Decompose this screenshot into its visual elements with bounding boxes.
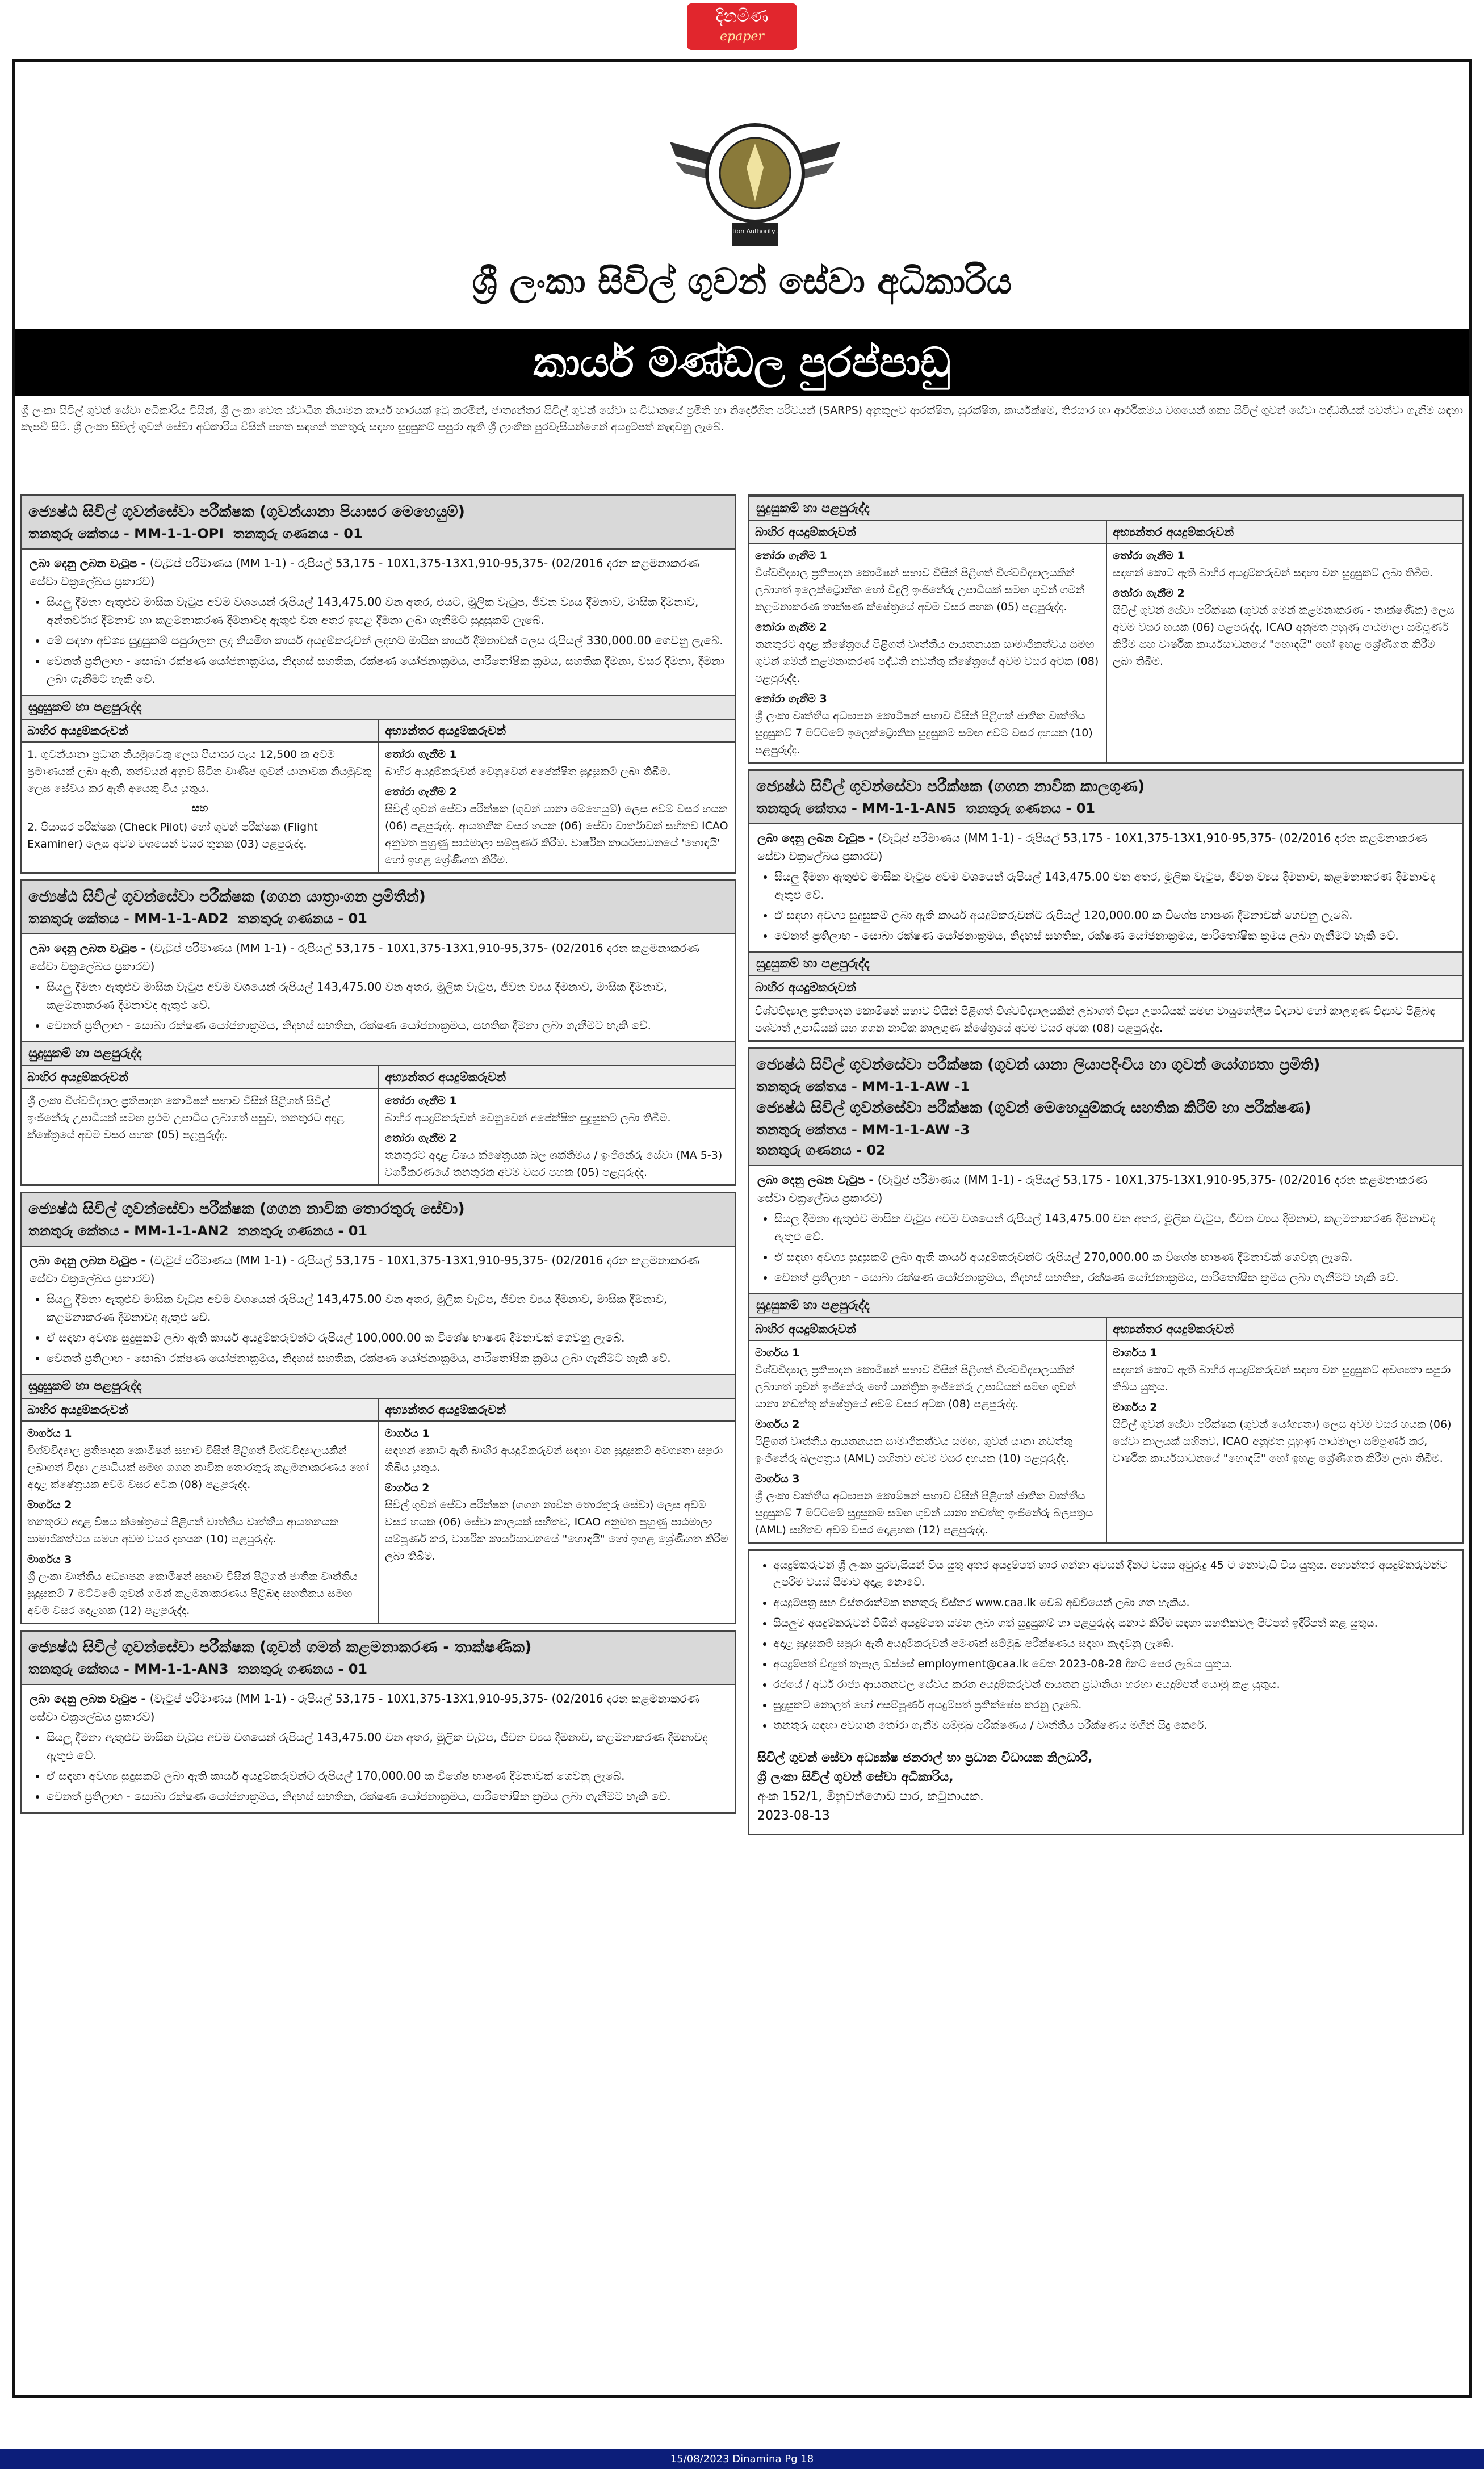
benefit-item: • වෙනත් ප්‍රතිලාභ - සොබා රක්ෂණ යෝජනාක්‍රමය, නිදහස් සහතික, රක්ෂණ යෝජනාක්‍රමය, පාරිතෝෂික ක්‍රමය ලබා ගැනීමට හැකි වේ. [47, 1787, 727, 1805]
internal-applicants-cell [378, 1399, 735, 1623]
post-code: MM-1-1-AW -3 [862, 1122, 970, 1138]
post-header [749, 1049, 1462, 1166]
external-text: ශ්‍රී ලංකා විශ්වවිද්‍යාල ප්‍රතිපාදන කොමිෂන් සභාව විසින් පිළිගත් සිවිල් ඉංජිනේරු උපාධියක් සමඟ ප්‍රථම උපාධිය ලබාගත් පසුව, තනතුරට අදාළ ක්ෂේත්‍රයේ අවම වසර පහක (05) පළපුරුද්ද. [27, 1095, 345, 1141]
qualifications-grid [22, 1066, 735, 1184]
post-count: 01 [348, 1223, 368, 1239]
route-text: පිළිගත් වෘත්තීය ආයතනයක සාමාජිකත්වය සමඟ, ගුවන් යානා නඩත්තු ඉංජිනේරු බලපත්‍රය (AML) සහිතව අවම වසර දහයක (10) පළපුරුද්ද. [755, 1435, 1073, 1465]
route-text: සඳහන් කොට ඇති බාහිර අයදුම්කරුවන් සඳහා වන සුදුසුකම් අවශ්‍යතා සපුරා තිබිය යුතුය. [385, 1444, 723, 1474]
option-heading: තෝරා ගැනීම 1 [385, 1095, 457, 1107]
option-text: බාහිර අයදුම්කරුවන් වෙනුවෙන් අපේක්ෂිත සුදුසුකම් ලබා තිබීම. [385, 765, 671, 778]
post-code: MM-1-1-AN5 [862, 800, 957, 816]
external-applicants-cell [22, 720, 378, 872]
salary-line [757, 829, 1454, 865]
post-title-a: ජ්‍යෙෂ්ඨ සිවිල් ගුවන්සේවා පරීක්ෂක (ගුවන් යානා ලියාපදිංචිය හා ගුවන් යෝග්‍යතා ප්‍රමිති) [756, 1056, 1320, 1074]
salary-line [757, 1171, 1454, 1207]
route-heading: මාර්ගය 3 [755, 1473, 800, 1485]
route-heading: මාර්ගය 1 [385, 1427, 430, 1440]
logo-main-text: දිනමිණ [715, 6, 769, 26]
salary-text: (වැටුප් පරිමාණය (MM 1-1) - රුපියල් 53,175 - 10X1,375-13X1,910-95,375- (02/2016 දරන කළමනාකරණ සේවා චක්‍රලේඛය ප්‍රකාරව) [757, 1173, 1427, 1205]
option-text: ශ්‍රී ලංකා වෘත්තීය අධ්‍යාපන කොමිෂන් සභාව විසින් පිළිගත් ජාතික වෘත්තීය සුදුසුකම් 7 මට්ටමේ ඉලෙක්ට්‍රොනික සුදුසුකම සමඟ අවම වසර දහයක (10) පළපුරුද්ද. [755, 710, 1093, 756]
benefit-item: • වෙනත් ප්‍රතිලාභ - සොබා රක්ෂණ යෝජනාක්‍රමය, නිදහස් සහතික, රක්ෂණ යෝජනාක්‍රමය, සහතික දීමනා ලබා ගැනීමට හැකි වේ. [47, 1016, 727, 1034]
benefit-item: • සියලු දීමනා ඇතුළුව මාසික වැටුප අවම වශයෙන් රුපියල් 143,475.00 වන අතර, මූලික වැටුප, ජීවන ව්‍යය දීමනාව, කළමනාකරණ දීමනාවද ඇතුළු වේ. [47, 1728, 727, 1764]
post-count-line [756, 1140, 1456, 1160]
option-heading: තෝරා ගැනීම 1 [1113, 550, 1185, 562]
code-label: තනතුරු කේතය - [756, 1079, 862, 1095]
general-conditions-block [748, 1549, 1464, 1835]
post-title: ජ්‍යෙෂ්ඨ සිවිල් ගුවන්සේවා පරීක්ෂක (ගගන නාවික කාලගුණ) [756, 778, 1145, 795]
vacancies-banner: කාර්ය මණ්ඩල පුරප්පාඩු [15, 329, 1469, 396]
signoff-address: අංක 152/1, මිනුවන්ගොඩ පාර, කටුනායක. [757, 1789, 984, 1804]
qualifications-title: සුදුසුකම් හා පළපුරුද්ද [749, 496, 1462, 521]
external-applicants-cell [22, 1399, 378, 1623]
qualifications-grid [749, 521, 1462, 762]
route-text: ශ්‍රී ලංකා වෘත්තීය අධ්‍යාපන කොමිෂන් සභාව විසින් පිළිගත් ජාතික වෘත්තීය සුදුසුකම් 7 මට්ටමේ ගුවන් ගමන් කළමනාකරණය පිළිබඳ සහතිකය සමඟ අවම වසර දොළහක (12) පළපුරුද්ද. [27, 1570, 358, 1617]
signoff-role: සිවිල් ගුවන් සේවා අධ්‍යක්ෂ ජනරාල් හා ප්‍රධාන විධායක නිලධාරී, [757, 1751, 1093, 1765]
external-applicants-cell [749, 521, 1106, 762]
count-label: තනතුරු ගණනය - [966, 800, 1076, 816]
general-conditions [749, 1551, 1462, 1743]
benefits-list [30, 1728, 727, 1805]
post-block-an2 [20, 1192, 736, 1624]
count-label: තනතුරු ගණනය - [238, 1661, 349, 1677]
external-heading: බාහිර අයදුම්කරුවන් [749, 976, 1462, 999]
benefit-item: • ඒ සඳහා අවශ්‍ය සුදුසුකම් ලබා ඇති කාර්ය අයදුම්කරුවන්ට රුපියල් 120,000.00 ක විශේෂ භාෂණ දීමනාවක් ගෙවනු ලැබේ. [774, 906, 1454, 924]
benefit-item: • සියලු දීමනා ඇතුළුව මාසික වැටුප අවම වශයෙන් රුපියල් 143,475.00 වන අතර, මූලික වැටුප, ජීවන ව්‍යය දීමනාව, කළමනාකරණ දීමනාවද ඇතුළු වේ. [774, 867, 1454, 904]
post-count: 02 [866, 1142, 886, 1158]
post-code: MM-1-1-OPI [134, 526, 224, 542]
benefits-list [757, 867, 1454, 945]
qualifications-grid [22, 720, 735, 872]
benefit-item: • ඒ සඳහා අවශ්‍ය සුදුසුකම් ලබා ඇති කාර්ය අයදුම්කරුවන්ට රුපියල් 100,000.00 ක විශේෂ භාෂණ දීමනාවක් ගෙවනු ලැබේ. [47, 1328, 727, 1347]
post-block-aw [748, 1047, 1464, 1544]
benefit-item: • වෙනත් ප්‍රතිලාභ - සොබා රක්ෂණ යෝජනාක්‍රමය, නිදහස් සහතික, රක්ෂණ යෝජනාක්‍රමය, පාරිතෝෂික ක්‍රමය ලබා ගැනීමට හැකි වේ. [774, 1268, 1454, 1286]
signoff [749, 1743, 1462, 1834]
post-salary-section [749, 824, 1462, 951]
external-text-1: 1. ගුවන්යානා ප්‍රධාන නියමුවෙකු ලෙස පියාසර පැය 12,500 ක අවම ප්‍රමාණයක් ලබා ඇති, තත්වයන් අනුව සිටින වාණිජ ගුවන් යානාවක නියමුවකු ලෙස සේවය කර ඇති අයෙකු විය යුතුය. [27, 748, 372, 795]
post-block-ad2 [20, 879, 736, 1186]
option-text: සිවිල් ගුවන් සේවා පරීක්ෂක (ගුවන් ගමන් කළමනාකරණ - තාක්ෂණික) ලෙස අවම වසර හයක (06) පළපුරුද්ද, ICAO අනුමත පුහුණු පාඨමාලා සම්පූර්ණ කිරීම සහ වාර්ෂික කාර්යසාධනයේ "හොඳයි" හෝ ඉහළ ශ්‍රේණිගත කිරීම ලබා තිබීම. [1113, 604, 1454, 668]
benefit-item: • සියලු දීමනා ඇතුළුව මාසික වැටුප අවම වශයෙන් රුපියල් 143,475.00 වන අතර, මූලික වැටුප, ජීවන ව්‍යය දීමනාව, මාසික දීමනාව, කළමනාකරණ දීමනාවද ඇතුළු වේ. [47, 1290, 727, 1326]
route-text: තනතුරට අදාළ විෂය ක්ෂේත්‍රයේ පිළිගත් වෘත්තීය වෘත්තීය ආයතනයක සාමාජිකත්වය සමඟ අවම වසර දහයක (10) පළපුරුද්ද. [27, 1516, 339, 1545]
count-label: තනතුරු ගණනය - [233, 526, 344, 542]
condition-item: • අදාළ සුදුසුකම් සපුරා ඇති අයදුම්කරුවන් පමණක් සම්මුඛ පරීක්ෂණය සඳහා කැඳවනු ලැබේ. [773, 1635, 1454, 1652]
benefit-item: • ඒ සඳහා අවශ්‍ය සුදුසුකම් ලබා ඇති කාර්ය අයදුම්කරුවන්ට රුපියල් 170,000.00 ක විශේෂ භාෂණ දීමනාවක් ගෙවනු ලැබේ. [47, 1767, 727, 1785]
route-heading: මාර්ගය 3 [27, 1553, 72, 1566]
benefit-item: • වෙනත් ප්‍රතිලාභ - සොබා රක්ෂණ යෝජනාක්‍රමය, නිදහස් සහතික, රක්ෂණ යෝජනාක්‍රමය, පාරිතෝෂික ක්‍රමය ලබා ගැනීමට හැකි වේ. [774, 927, 1454, 945]
condition-item: • රජයේ / අර්ධ රාජ්‍ය ආයතනවල සේවය කරන අයදුම්කරුවන් ආයතන ප්‍රධානියා හරහා අයදුම්පත් යොමු කළ යුතුය. [773, 1676, 1454, 1693]
salary-label: ලබා දෙනු ලබන වැටුප - [757, 1173, 878, 1187]
option-heading: තෝරා ගැනීම 1 [385, 748, 457, 761]
post-block-an5 [748, 769, 1464, 1042]
organization-name: ශ්‍රී ලංකා සිවිල් ගුවන් සේවා අධිකාරිය [472, 261, 1012, 302]
route-heading: මාර්ගය 1 [27, 1427, 72, 1440]
option-text: බාහිර අයදුම්කරුවන් වෙනුවෙන් අපේක්ෂිත සුදුසුකම් ලබා තිබීම. [385, 1112, 671, 1124]
and-separator: සහ [191, 802, 208, 814]
caa-crest-icon [664, 88, 846, 258]
route-heading: මාර්ගය 2 [27, 1499, 72, 1511]
route-text: ශ්‍රී ලංකා වෘත්තීය අධ්‍යාපන කොමිෂන් සභාව විසින් පිළිගත් ජාතික වෘත්තීය සුදුසුකම් 7 මට්ටමේ සුදුසුකම සමඟ ගුවන් යානා නඩත්තු ඉංජිනේරු බලපත්‍රය (AML) සහිතව අවම වසර දොළහක (12) පළපුරුද්ද. [755, 1490, 1093, 1536]
internal-applicants-cell [378, 1066, 735, 1184]
option-text: විශ්වවිද්‍යාල ප්‍රතිපාදන කොමිෂන් සභාව විසින් පිළිගත් විශ්වවිද්‍යාලයකින් ලබාගත් ඉලෙක්ට්‍රොනික හෝ විදුලි ඉංජිනේරු උපාධියක් සමඟ ගුවන් ගමන් කළමනාකරණ තාක්ෂණ ක්ෂේත්‍රයේ අවම වසර පහක (05) පළපුරුද්ද. [755, 567, 1085, 613]
qualifications-title: සුදුසුකම් හා පළපුරුද්ද [22, 1041, 735, 1066]
epaper-topbar [0, 0, 1484, 54]
qualifications-title: සුදුසුකම් හා පළපුරුද්ද [22, 695, 735, 720]
benefit-item: • සියලු දීමනා ඇතුළුව මාසික වැටුප අවම වශයෙන් රුපියල් 143,475.00 වන අතර, මූලික වැටුප, ජීවන ව්‍යය දීමනාව, කළමනාකරණ දීමනාවද ඇතුළු වේ. [774, 1209, 1454, 1246]
post-header [22, 1632, 735, 1685]
post-salary-section [22, 1685, 735, 1812]
benefit-item: • වෙනත් ප්‍රතිලාභ - සොබා රක්ෂණ යෝජනාක්‍රමය, නිදහස් සහතික, රක්ෂණ යෝජනාක්‍රමය, පාරිතෝෂික ක්‍රමය, සහතික දීමනා, වසර දීමනා, දීමනා ලබා ගැනීමට හැකි වේ. [47, 652, 727, 688]
qualifications-grid [749, 1318, 1462, 1542]
route-heading: මාර්ගය 2 [385, 1482, 430, 1494]
internal-applicants-cell [378, 720, 735, 872]
post-header [22, 496, 735, 550]
salary-text: (වැටුප් පරිමාණය (MM 1-1) - රුපියල් 53,175 - 10X1,375-13X1,910-95,375- (02/2016 දරන කළමනාකරණ සේවා චක්‍රලේඛය ප්‍රකාරව) [757, 831, 1427, 863]
salary-text: (වැටුප් පරිමාණය (MM 1-1) - රුපියල් 53,175 - 10X1,375-13X1,910-95,375- (02/2016 දරන කළමනාකරණ සේවා චක්‍රලේඛය ප්‍රකාරව) [30, 941, 699, 973]
condition-item: • සුදුසුකම් නොලත් හෝ අසම්පූර්ණ අයදුම්පත් ප්‍රතික්ෂේප කරනු ලැබේ. [773, 1696, 1454, 1713]
count-label: තනතුරු ගණනය - [238, 1223, 349, 1239]
salary-line [30, 1251, 727, 1288]
qualifications-grid [22, 1399, 735, 1623]
post-code-line [28, 908, 728, 929]
an3-qualifications-block [748, 494, 1464, 764]
post-header [22, 881, 735, 934]
benefit-item: • සියලු දීමනා ඇතුළුව මාසික වැටුප අවම වශයෙන් රුපියල් 143,475.00 වන අතර, මූලික වැටුප, ජීවන ව්‍යය දීමනාව, මාසික දීමනාව, කළමනාකරණ දීමනාවද ඇතුළු වේ. [47, 978, 727, 1014]
route-heading: මාර්ගය 2 [755, 1418, 800, 1431]
benefit-item: • ඒ සඳහා අවශ්‍ය සුදුසුකම් ලබා ඇති කාර්ය අයදුම්කරුවන්ට රුපියල් 270,000.00 ක විශේෂ භාෂණ දීමනාවක් ගෙවනු ලැබේ. [774, 1248, 1454, 1266]
code-label: තනතුරු කේතය - [28, 526, 135, 542]
route-heading: මාර්ගය 1 [1113, 1347, 1158, 1359]
external-text-2: 2. පියාසර පරීක්ෂක (Check Pilot) හෝ ගුවන් පරීක්ෂක (Flight Examiner) ලෙස අවම වශයෙන් වසර තුනක (03) පළපුරුද්ද. [27, 821, 318, 850]
dinamina-logo[interactable] [687, 3, 797, 50]
salary-line [30, 1690, 727, 1726]
post-code: MM-1-1-AD2 [134, 911, 229, 927]
post-block-an3 [20, 1630, 736, 1814]
post-title: ජ්‍යෙෂ්ඨ සිවිල් ගුවන්සේවා පරීක්ෂක (ගුවන් ගමන් කළමනාකරණ - තාක්ෂණික) [28, 1638, 532, 1656]
signoff-org: ශ්‍රී ලංකා සිවිල් ගුවන් සේවා අධිකාරිය, [757, 1770, 954, 1784]
benefits-list [30, 978, 727, 1034]
internal-applicants-cell [1106, 521, 1462, 762]
condition-item: • සියලුම අයදුම්කරුවන් විසින් අයදුම්පත සමඟ ලබා ගත් සුදුසුකම් හා පළපුරුද්ද සනාථ කිරීම සඳහා සහතිකවල පිටපත් ඉදිරිපත් කළ යුතුය. [773, 1615, 1454, 1632]
option-heading: තෝරා ගැනීම 2 [385, 786, 457, 798]
code-label: තනතුරු කේතය - [756, 1122, 862, 1138]
condition-item: • තනතුරු සඳහා අවසාන තෝරා ගැනීම සම්මුඛ පරීක්ෂණය / වෘත්තීය පරීක්ෂණය මගින් සිදු කෙරේ. [773, 1717, 1454, 1734]
internal-heading: අභ්‍යන්තර අයදුම්කරුවන් [379, 1066, 735, 1089]
post-block-opi [20, 494, 736, 874]
condition-item: • අයදුම්කරුවන් ශ්‍රී ලංකා පුරවැසියන් විය යුතු අතර අයදුම්පත් භාර ගන්නා අවසන් දිනට වයස අවුරුදු 45 ට නොවැඩි විය යුතුය. අභ්‍යන්තර අයදුම්කරුවන්ට උපරිම වයස් සීමාව අදාළ නොවේ. [773, 1557, 1454, 1591]
post-salary-section [22, 550, 735, 695]
post-code-line [28, 523, 728, 544]
post-code: MM-1-1-AW -1 [862, 1079, 970, 1095]
route-heading: මාර්ගය 2 [1113, 1401, 1158, 1414]
internal-heading: අභ්‍යන්තර අයදුම්කරුවන් [379, 720, 735, 743]
post-salary-section [22, 934, 735, 1041]
external-text: විශ්වවිද්‍යාල ප්‍රතිපාදන කොමිෂන් සභාව විසින් පිළිගත් විශ්වවිද්‍යාලයකින් ලබාගත් විද්‍යා උපාධියක් සමඟ වායුගෝලීය විද්‍යාව හෝ කාලගුණ විද්‍යාව පිළිබඳ පශ්චාත් උපාධියක් සහ ගගන නාවික කාලගුණ ක්ෂේත්‍රයේ අවම වසර අටක (08) පළපුරුද්ද. [755, 1005, 1435, 1034]
internal-heading: අභ්‍යන්තර අයදුම්කරුවන් [1107, 521, 1462, 544]
option-heading: තෝරා ගැනීම 2 [385, 1132, 457, 1145]
condition-item: • අයදුම්පත්‍ර සහ විස්තරාත්මක තනතුරු විස්තර www.caa.lk වෙබ් අඩවියෙන් ලබා ගත හැකිය. [773, 1594, 1454, 1611]
salary-text: (වැටුප් පරිමාණය (MM 1-1) - රුපියල් 53,175 - 10X1,375-13X1,910-95,375- (02/2016 දරන කළමනාකරණ සේවා චක්‍රලේඛය ප්‍රකාරව) [30, 556, 699, 588]
right-column [748, 494, 1464, 1841]
code-label: තනතුරු කේතය - [28, 1661, 135, 1677]
route-text: විශ්වවිද්‍යාල ප්‍රතිපාදන කොමිෂන් සභාව විසින් පිළිගත් විශ්වවිද්‍යාලයකින් ලබාගත් විද්‍යා උපාධියක් සමඟ ගගන නාවික තොරතුරු කළමනාකරණය හෝ අදාළ ක්ෂේත්‍රයක අවම වසර අටක (08) පළපුරුද්ද. [27, 1444, 369, 1491]
left-column [20, 494, 736, 1820]
post-title: ජ්‍යෙෂ්ඨ සිවිල් ගුවන්සේවා පරීක්ෂක (ගගන යාත්‍රාංගන ප්‍රමිතීන්) [28, 888, 426, 906]
post-code-line [28, 1659, 728, 1679]
post-header [22, 1193, 735, 1247]
signoff-date: 2023-08-13 [757, 1809, 830, 1823]
external-heading: බාහිර අයදුම්කරුවන් [22, 1066, 378, 1089]
salary-text: (වැටුප් පරිමාණය (MM 1-1) - රුපියල් 53,175 - 10X1,375-13X1,910-95,375- (02/2016 දරන කළමනාකරණ සේවා චක්‍රලේඛය ප්‍රකාරව) [30, 1692, 699, 1724]
condition-item: • අයදුම්පත් විද්‍යුත් තැපෑල ඔස්සේ employment@caa.lk වෙත 2023-08-28 දිනට පෙර ලැබිය යුතුය. [773, 1655, 1454, 1672]
benefit-item: • වෙනත් ප්‍රතිලාභ - සොබා රක්ෂණ යෝජනාක්‍රමය, නිදහස් සහතික, රක්ෂණ යෝජනාක්‍රමය, පාරිතෝෂික ක්‍රමය ලබා ගැනීමට හැකි වේ. [47, 1349, 727, 1367]
route-text: සිවිල් ගුවන් සේවා පරීක්ෂක (ගුවන් යෝග්‍යතා) ලෙස අවම වසර හයක (06) සේවා කාලයක් සහිතව, ICAO අනුමත පුහුණු පාඨමාලා සම්පූර්ණ කර, වාර්ෂික කාර්යසාධනයේ "හොඳයි" හෝ ඉහළ ශ්‍රේණිගත කිරීම ලබා තිබීම. [1113, 1418, 1452, 1465]
qualifications-title: සුදුසුකම් හා පළපුරුද්ද [22, 1374, 735, 1399]
advertisement-frame [12, 59, 1472, 2398]
external-heading: බාහිර අයදුම්කරුවන් [22, 720, 378, 743]
salary-text: (වැටුප් පරිමාණය (MM 1-1) - රුපියල් 53,175 - 10X1,375-13X1,910-95,375- (02/2016 දරන කළමනාකරණ සේවා චක්‍රලේඛය ප්‍රකාරව) [30, 1254, 699, 1285]
option-heading: තෝරා ගැනීම 1 [755, 550, 827, 562]
count-label: තනතුරු ගණනය - [756, 1142, 867, 1158]
logo-sub-text: epaper [720, 30, 764, 44]
intro-paragraph: ශ්‍රී ලංකා සිවිල් ගුවන් සේවා අධිකාරිය විසින්, ශ්‍රී ලංකා වෙත ස්වාධීන නියාමන කාර්ය භාරයක් ඉටු කරමින්, ජාත්‍යන්තර සිවිල් ගුවන් සේවා සංවිධානයේ ප්‍රමිති හා නිර්දේශිත පරිචයන් (SARPS) අනුකූලව ආරක්ෂිත, සුරක්ෂිත, කාර්යක්ෂම, තිරසාර හා ආර්ථිකමය වශයෙන් ශක්‍ය සිවිල් ගුවන් සේවා පද්ධතියක් පවත්වා ගැනීම සඳහා කැපවී සිටී. ශ්‍රී ලංකා සිවිල් ගුවන් සේවා අධිකාරිය විසින් පහත සඳහන් තනතුරු සඳහා සුදුසුකම් සපුරා ඇති ශ්‍රී ලාංකික පුරවැසියන්ගෙන් අයදුම්පත් කැඳවනු ලැබේ. [21, 404, 1463, 433]
general-conditions-list [757, 1557, 1454, 1734]
count-label: තනතුරු ගණනය - [238, 911, 349, 927]
option-heading: තෝරා ගැනීම 3 [755, 693, 827, 705]
benefits-list [30, 1290, 727, 1367]
external-applicants-cell [22, 1066, 378, 1184]
post-salary-section [22, 1247, 735, 1374]
post-salary-section [749, 1166, 1462, 1293]
salary-label: ලබා දෙනු ලබන වැටුප - [757, 831, 878, 845]
option-text: සිවිල් ගුවන් සේවා පරීක්ෂක (ගුවන් යානා මෙහෙයුම්) ලෙස අවම වසර හයක (06) පළපුරුද්ද. ආයතනික වසර හයක (06) සේවා වාර්තාවක් සහිතව ICAO අනුමත පුහුණු පාඨමාලා සම්පූර්ණ කිරීම. වාර්ෂික කාර්යසාධනයේ 'හොඳයි' හෝ ඉහළ ශ්‍රේණිගත කිරීම. [385, 803, 728, 866]
post-count: 01 [348, 1661, 368, 1677]
post-title-b: ජ්‍යෙෂ්ඨ සිවිල් ගුවන්සේවා පරීක්ෂක (ගුවන් මෙහෙයුම්කරු සහතික කිරීම් හා පරීක්ෂණ) [756, 1099, 1311, 1117]
option-heading: තෝරා ගැනීම 2 [1113, 587, 1185, 600]
post-count: 01 [343, 526, 363, 542]
external-heading: බාහිර අයදුම්කරුවන් [749, 1318, 1106, 1341]
route-text: සිවිල් ගුවන් සේවා පරීක්ෂක (ගගන නාවික තොරතුරු සේවා) ලෙස අවම වසර හයක (06) සේවා කාලයක් සහිතව, ICAO අනුමත පුහුණු පාඨමාලා සම්පූර්ණ කර, වාර්ෂික කාර්යසාධනයේ "හොඳයි" හෝ ඉහළ ශ්‍රේණිගත කිරීම ලබා තිබීම. [385, 1499, 728, 1562]
post-title: ජ්‍යෙෂ්ඨ සිවිල් ගුවන්සේවා පරීක්ෂක (ගුවන්යානා පියාසර මෙහෙයුම්) [28, 503, 465, 521]
option-text: සඳහන් කොට ඇති බාහිර අයදුම්කරුවන් සඳහා වන සුදුසුකම් ලබා තිබීම. [1113, 567, 1433, 579]
route-heading: මාර්ගය 1 [755, 1347, 800, 1359]
qualifications-title: සුදුසුකම් හා පළපුරුද්ද [749, 1293, 1462, 1318]
benefit-item: • සියලු දීමනා ඇතුළුව මාසික වැටුප අවම වශයෙන් රුපියල් 143,475.00 වන අතර, එයට, මූලික වැටුප, ජීවන ව්‍යය දීමනාව, මාසික දීමනාව, අන්තර්වාර දීමනාව හා කළමනාකරණ දීමනාවද ඇතුළු වන අතර ඉහළ දීමනා ලබා ගැනීමට සුදුසුකම් ලැබේ. [47, 593, 727, 629]
post-code: MM-1-1-AN2 [134, 1223, 229, 1239]
benefit-item: • මේ සඳහා අවශ්‍ය සුදුසුකම් සපුරාලන ලද නියමිත කාර්ය අයදුම්කරුවන් ලදහට මාසික කාර්ය දීමනාවක් ලෙස රුපියල් 330,000.00 ගෙවනු ලැබේ. [47, 631, 727, 649]
route-text: විශ්වවිද්‍යාල ප්‍රතිපාදන කොමිෂන් සභාව විසින් පිළිගත් විශ්වවිද්‍යාලයකින් ලබාගත් ගුවන් ඉංජිනේරු හෝ යාන්ත්‍රික ඉංජිනේරු උපාධියක් සමඟ ගුවන් යානා නඩත්තු ක්ෂේත්‍රයේ අවම වසර අටක (08) පළපුරුද්ද. [755, 1364, 1076, 1410]
post-title: ජ්‍යෙෂ්ඨ සිවිල් ගුවන්සේවා පරීක්ෂක (ගගන නාවික තොරතුරු සේවා) [28, 1200, 465, 1218]
post-code: MM-1-1-AN3 [134, 1661, 229, 1677]
salary-label: ලබා දෙනු ලබන වැටුප - [30, 941, 150, 955]
benefits-list [757, 1209, 1454, 1286]
crest-caption: Civil Aviation Authority Sri Lanka [704, 228, 806, 235]
post-code-line-a [756, 1076, 1456, 1097]
route-text: සඳහන් කොට ඇති බාහිර අයදුම්කරුවන් සඳහා වන සුදුසුකම් අවශ්‍යතා සපුරා තිබිය යුතුය. [1113, 1364, 1451, 1393]
option-text: තනතුරට අදාළ ක්ෂේත්‍රයේ පිළිගත් වෘත්තීය ආයතනයක සාමාජිකත්වය සමඟ ගුවන් ගමන් කළමනාකරණ පද්ධති නඩත්තු ක්ෂේත්‍රයේ අවම වසර අටක (08) පළපුරුද්ද. [755, 638, 1099, 685]
post-header [749, 771, 1462, 824]
salary-line [30, 554, 727, 590]
post-count: 01 [348, 911, 367, 927]
external-applicants-cell [749, 976, 1462, 1040]
post-code-line [756, 798, 1456, 819]
benefits-list [30, 593, 727, 688]
post-code-line [28, 1221, 728, 1241]
salary-line [30, 939, 727, 975]
internal-heading: අභ්‍යන්තර අයදුම්කරුවන් [1107, 1318, 1462, 1341]
external-applicants-cell [749, 1318, 1106, 1542]
salary-label: ලබා දෙනු ලබන වැටුප - [30, 556, 150, 570]
internal-applicants-cell [1106, 1318, 1462, 1542]
salary-label: ලබා දෙනු ලබන වැටුප - [30, 1254, 150, 1267]
external-heading: බාහිර අයදුම්කරුවන් [22, 1399, 378, 1422]
qualifications-title: සුදුසුකම් හා පළපුරුද්ද [749, 951, 1462, 976]
post-count: 01 [1076, 800, 1096, 816]
external-heading: බාහිර අයදුම්කරුවන් [749, 521, 1106, 544]
code-label: තනතුරු කේතය - [28, 1223, 135, 1239]
post-code-line-b [756, 1120, 1456, 1140]
internal-heading: අභ්‍යන්තර අයදුම්කරුවන් [379, 1399, 735, 1422]
option-text: තනතුරට අදාළ විෂය ක්ෂේත්‍රයක බල ශක්තිමය / ඉංජිනේරු සේවා (MA 5-3) වර්ගීකරණයේ තනතුරක අවම වසර පහක (05) පළපුරුද්ද. [385, 1149, 723, 1179]
page-footer: 15/08/2023 Dinamina Pg 18 [0, 2449, 1484, 2469]
option-heading: තෝරා ගැනීම 2 [755, 621, 827, 634]
salary-label: ලබා දෙනු ලබන වැටුප - [30, 1692, 150, 1705]
code-label: තනතුරු කේතය - [28, 911, 135, 927]
code-label: තනතුරු කේතය - [756, 800, 862, 816]
